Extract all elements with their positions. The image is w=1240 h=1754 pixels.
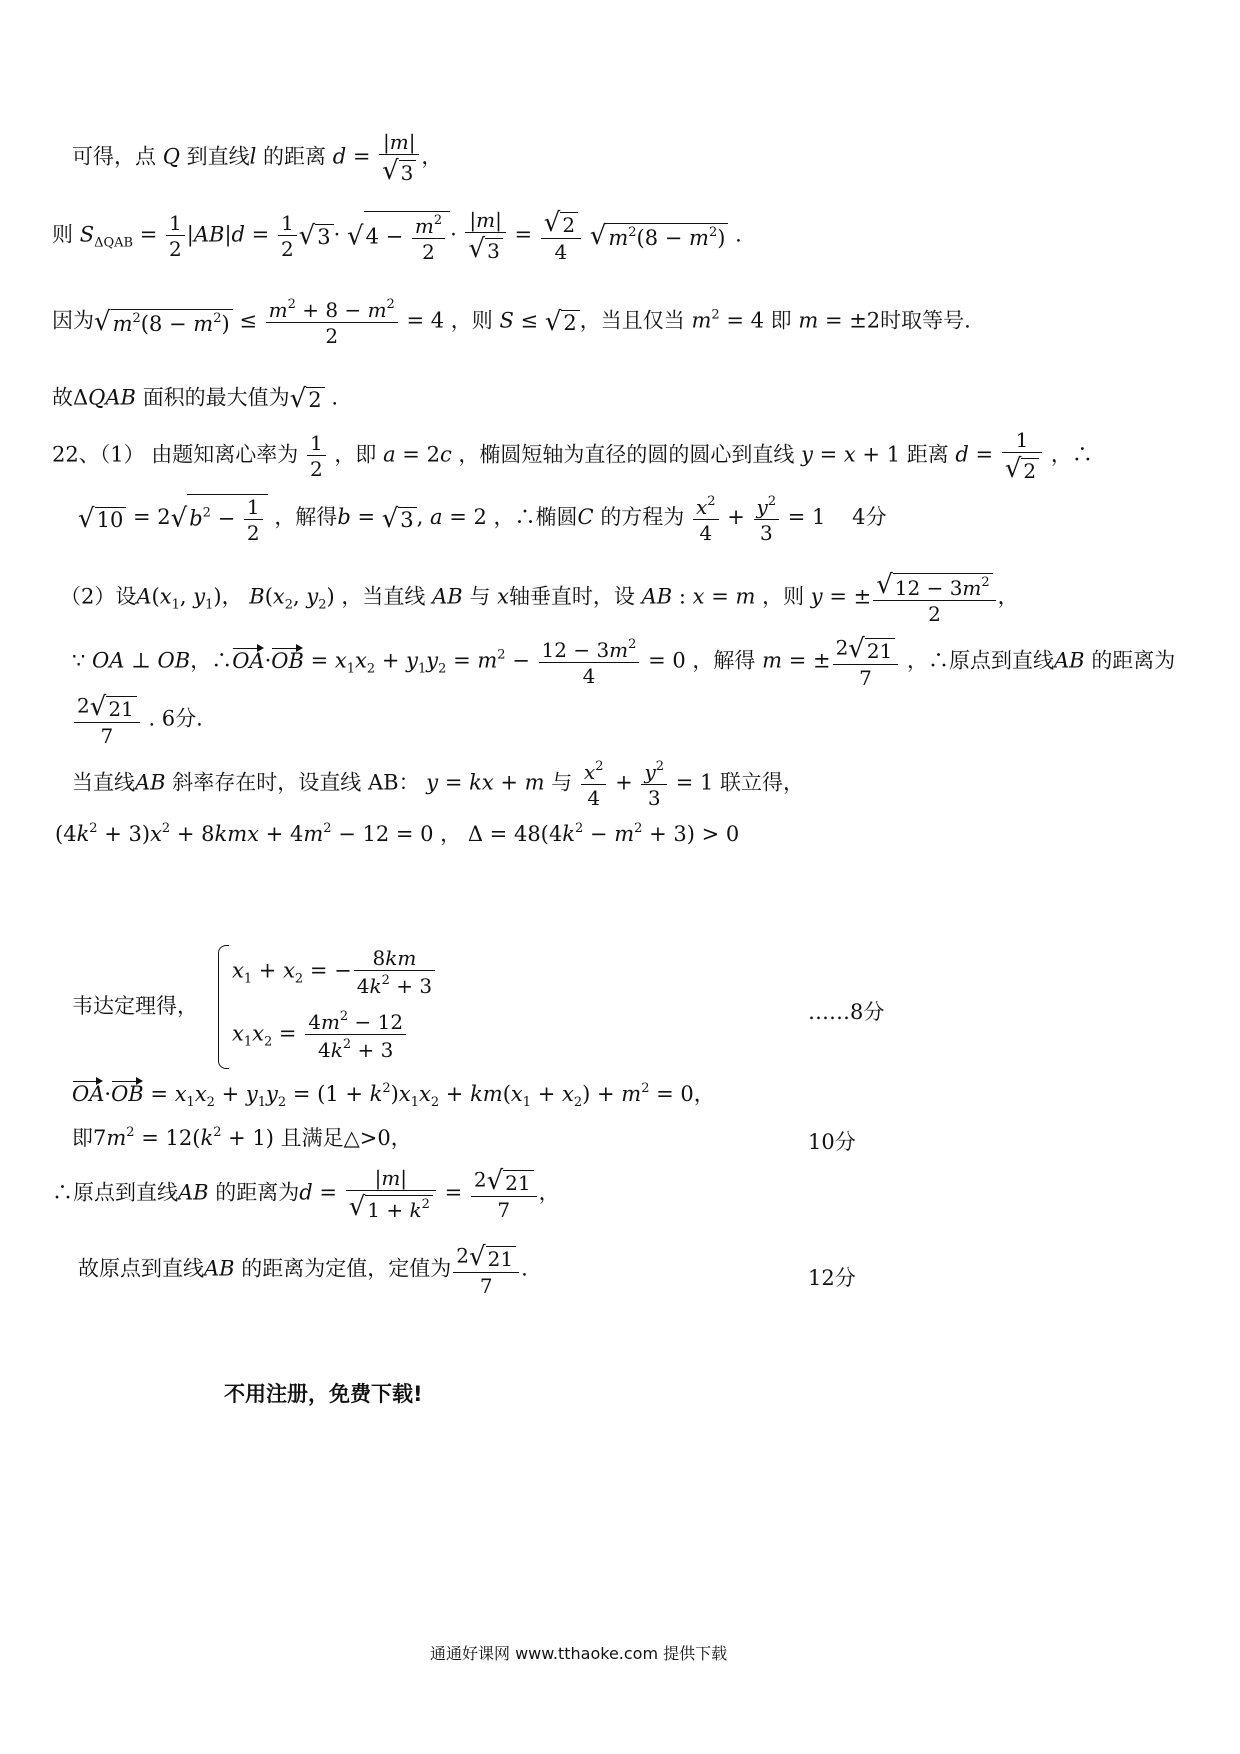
q22-part2-line-3: $\frac{2√ 21}{7}$ . 6分. <box>72 694 203 746</box>
text: 即 <box>770 308 792 333</box>
part-label: （1） <box>99 442 145 467</box>
q22-part2-line-5: $(4k^2 + 3)x^2 + 8kmx + 4m^2 - 12 = 0$ ， $\Delta = 48(4k^2 - m^2 + 3) > 0$ <box>55 821 740 846</box>
vieta-eq-1: $x_1 + x_2$ = − $\frac{8km}{4k^2 + 3}$ <box>232 948 437 996</box>
text: 的距离为 <box>1091 648 1176 673</box>
text: ，则 <box>762 584 805 609</box>
text: 面积的最大值为 <box>142 385 290 410</box>
text: 距离 <box>906 442 949 467</box>
solution-line-3: 因为$√m^2(8 - m^2)$ ≤ $\frac{m^2 + 8 - m^2}{2}$ = 4 ，则 S ≤ √2 ，当且仅当 $m^2 = 4$ 即 m = ±2时取等号. <box>52 297 971 348</box>
text: 则 <box>52 222 73 247</box>
q22-part2-line-8: ∴原点到直线AB 的距离为d = $\frac{|m|}{√ 1 + k^2}$ = $\frac{2√ 21}{7}$ ， <box>52 1166 560 1222</box>
question-number: 22、 <box>52 442 100 467</box>
part-label: （2）设 <box>60 584 137 609</box>
q22-line-2: $√10 = 2√b^2$ − $\frac{1}{2}$ ，解得b = √3 , a = 2 ，∴椭圆C 的方程为 $\frac{x^2}{4}$ + $\frac{y^2}{3}$ = 1 4分 <box>78 493 887 545</box>
score: 4分 <box>852 505 887 529</box>
text: 的距离为 <box>215 1180 300 1205</box>
text: 且满足△>0， <box>280 1126 412 1150</box>
text: ，∴原点到直线 <box>907 648 1055 673</box>
text: 故原点到直线 <box>78 1256 204 1281</box>
score: 12分 <box>808 1266 856 1290</box>
text: 联立得， <box>720 770 805 795</box>
score: ……8分 <box>808 1000 885 1024</box>
text: ，当且仅当 <box>579 308 685 333</box>
q22-part2-line-1: （2）设$A(x_1$, $y_1$)， $B(x_2$, $y_2$) ，当直线 AB 与 x轴垂直时，设 AB : x = m ，则 y = ± $\frac{√ 12 - 3m^2}{2}$ ， <box>60 570 1019 626</box>
text: ，即 <box>334 442 377 467</box>
text: 到直线 <box>186 144 250 169</box>
text: 由题知离心率为 <box>151 442 299 467</box>
text: ，当直线 <box>341 584 426 609</box>
distance-fraction: $\frac{|m|}{√ 3}$ <box>379 132 419 184</box>
text: ，椭圆短轴为直径的圆的圆心到直线 <box>458 442 795 467</box>
text: 与 <box>469 584 491 609</box>
score: 10分 <box>808 1130 856 1154</box>
q22-part2-line-9: 故原点到直线AB 的距离为定值，定值为 $\frac{2√ 21}{7}$ . <box>78 1242 528 1298</box>
solution-line-1: 可得，点 Q 到直线l 的距离 d = $\frac{|m|}{√ 3}$ ， <box>72 130 443 186</box>
text: 时取等号. <box>880 308 971 333</box>
text: ∴原点到直线 <box>52 1180 178 1205</box>
text: 即 <box>72 1126 93 1150</box>
text: 与 <box>551 770 573 795</box>
score: . 6分. <box>148 706 203 731</box>
text: 的距离为定值，定值为 <box>241 1256 452 1281</box>
text: ，∴ <box>1050 442 1093 467</box>
text: 的距离 <box>263 144 326 169</box>
solution-line-4: 故ΔQAB 面积的最大值为√2 . <box>52 384 338 414</box>
text: 故 <box>52 385 73 410</box>
q22-part2-line-7: 即$7m^2 = 12(k^2 + 1)$ 且满足△>0， <box>72 1125 412 1150</box>
vieta-label <box>72 996 198 1017</box>
text: 的方程为 <box>600 505 685 529</box>
q22-part2-line-2: ∵ OA ⊥ OB，∴OA·OB = $x_1x_2 + y_1y_2 = m^2$ − $\frac{12 - 3m^2}{4}$ = 0 ，解得 m = ± $\frac{2√ 21}{7}$ ，∴原点到直线AB 的距离为 <box>72 634 1176 690</box>
text: 当直线 <box>72 770 135 795</box>
text: ，∴椭圆 <box>493 505 578 529</box>
text: 可得，点 <box>72 144 156 169</box>
text: 韦达定理得， <box>72 994 198 1018</box>
q22-part2-line-6: $OA\cdot OB = x_1x_2 + y_1y_2 = (1 + k^2)x_1x_2 + km(x_1 + x_2) + m^2 = 0$， <box>72 1081 715 1110</box>
text: ，解得 <box>692 648 756 673</box>
text: ，则 <box>450 308 493 333</box>
text: ，解得 <box>274 505 338 529</box>
promo-text: 不用注册，免费下载! <box>224 1382 423 1406</box>
q22-line-1: 22、（1） 由题知离心率为 $\frac{1}{2}$ ，即 a = 2c ，椭圆短轴为直径的圆的圆心到直线 y = x + 1 距离 d = $\frac{1}{√ 2}$ ，∴ <box>52 428 1093 484</box>
system-brace <box>218 945 229 1069</box>
vieta-eq-2: $x_1x_2$ = $\frac{4m^2 - 12}{4k^2 + 3}$ <box>232 1010 408 1060</box>
text: 因为 <box>52 308 94 333</box>
solution-line-2: 则 $S_{\Delta QAB}$ = $\frac{1}{2}$ |AB|d = $\frac{1}{2}$ √3 · √4 − $\frac{m^2}{2}$ · $\frac{|m|}{√ 3}$ = $\frac{√ 2}{4}$ $√m^2(8 - m^2)$ . <box>52 208 742 264</box>
text: 斜率存在时，设直线 AB： <box>172 770 420 795</box>
footer-text: 通通好课网 www.tthaoke.com 提供下载 <box>430 1644 728 1663</box>
text: 轴垂直时，设 <box>508 584 635 609</box>
q22-part2-line-4: 当直线AB 斜率存在时，设直线 AB： y = kx + m 与 $\frac{x^2}{4}$ + $\frac{y^2}{3}$ = 1 联立得， <box>72 759 805 810</box>
